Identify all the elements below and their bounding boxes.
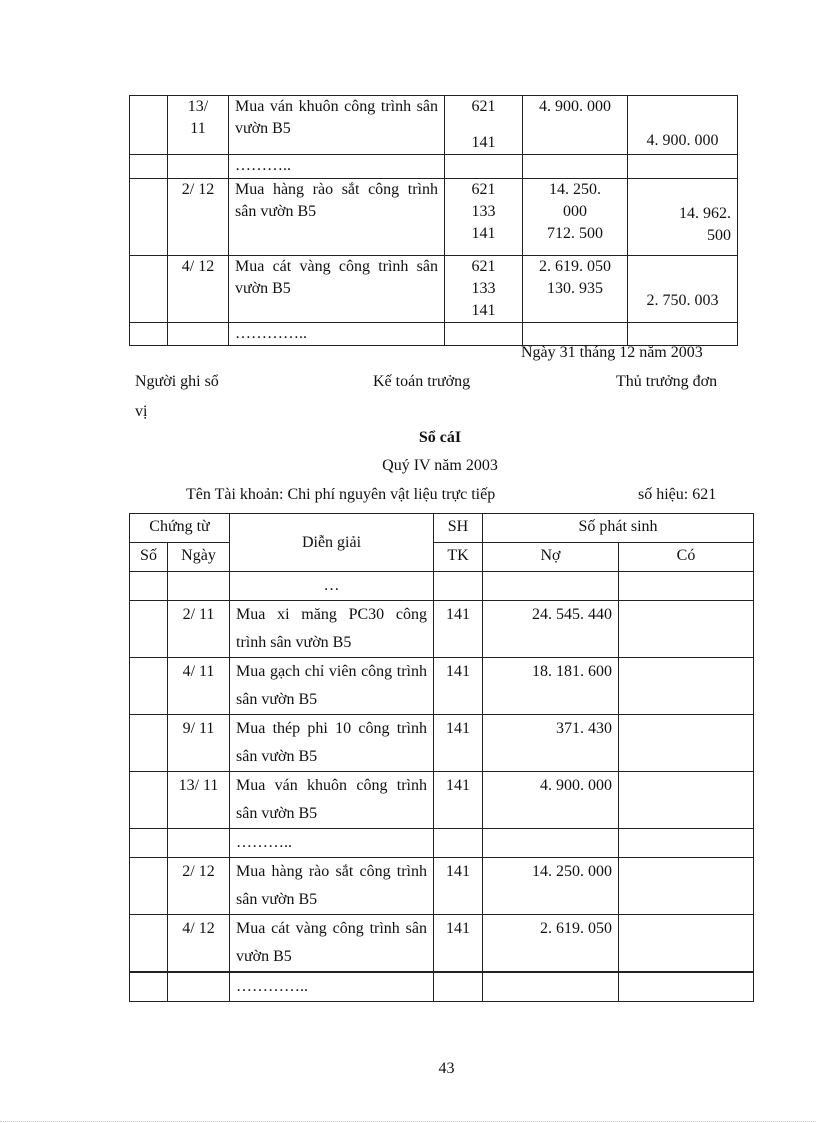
debit-cell: 18. 181. 600 bbox=[483, 658, 619, 715]
description-cell: … bbox=[230, 572, 434, 601]
description-cell: ……….. bbox=[229, 155, 445, 179]
voucher-date-cell: 13/ 11 bbox=[168, 772, 230, 829]
table-row bbox=[130, 715, 754, 772]
account-cell: 621 133 141 bbox=[445, 179, 523, 256]
table-row bbox=[130, 858, 754, 915]
debit-cell: 14. 250. 000 bbox=[483, 858, 619, 915]
credit-cell bbox=[619, 715, 754, 772]
description-cell: Mua gạch chỉ viên công trình sân vườn B5 bbox=[230, 658, 434, 715]
table-row bbox=[130, 96, 738, 155]
description-cell: Mua ván khuôn công trình sân vườn B5 bbox=[230, 772, 434, 829]
header-co: Có bbox=[619, 543, 754, 572]
debit-cell: 24. 545. 440 bbox=[483, 601, 619, 658]
voucher-date-cell: 9/ 11 bbox=[168, 715, 230, 772]
debit-cell: 2. 619. 050 130. 935 bbox=[523, 256, 628, 323]
header-dien-giai: Diễn giải bbox=[230, 514, 434, 572]
ledger-title: Sổ cáI bbox=[418, 429, 462, 446]
description-cell: Mua hàng rào sắt công trình sân vườn B5 bbox=[230, 858, 434, 915]
credit-cell bbox=[619, 658, 754, 715]
voucher-number-cell bbox=[130, 96, 168, 155]
table-row bbox=[130, 772, 754, 829]
table-row bbox=[130, 179, 738, 256]
account-cell: 141 bbox=[434, 715, 483, 772]
account-cell: 141 bbox=[434, 658, 483, 715]
signer-chief-accountant: Kế toán trưởng bbox=[373, 373, 471, 390]
credit-cell bbox=[619, 858, 754, 915]
table-row bbox=[130, 972, 754, 1002]
description-cell: Mua xi măng PC30 công trình sân vườn B5 bbox=[230, 601, 434, 658]
voucher-date-cell: 4/ 12 bbox=[168, 256, 229, 323]
debit-cell: 4. 900. 000 bbox=[483, 772, 619, 829]
page-number: 43 bbox=[438, 1060, 455, 1077]
ledger-table bbox=[129, 513, 754, 1002]
table-row bbox=[130, 256, 738, 323]
table-row bbox=[130, 323, 738, 346]
header-chung-tu: Chứng từ bbox=[130, 514, 230, 543]
account-cell: 141 bbox=[434, 772, 483, 829]
ledger-period: Quý IV năm 2003 bbox=[382, 457, 498, 474]
account-cell: 621 141 bbox=[445, 96, 523, 155]
header-so: Số bbox=[130, 543, 168, 572]
description-cell: ………….. bbox=[230, 972, 434, 1002]
table-row bbox=[130, 572, 754, 601]
account-cell: 621 133 141 bbox=[445, 256, 523, 323]
table-row bbox=[130, 915, 754, 973]
account-cell: 141 bbox=[434, 601, 483, 658]
account-cell: 141 bbox=[434, 858, 483, 915]
description-cell: Mua thép phi 10 công trình sân vườn B5 bbox=[230, 715, 434, 772]
debit-cell: 14. 250. 000 712. 500 bbox=[523, 179, 628, 256]
signer-head-continued: vị bbox=[135, 403, 148, 420]
table-row bbox=[130, 155, 738, 179]
header-row bbox=[130, 514, 754, 543]
description-cell: Mua hàng rào sắt công trình sân vườn B5 bbox=[229, 179, 445, 256]
voucher-date-cell: 2/ 12 bbox=[168, 179, 229, 256]
description-cell: Mua cát vàng công trình sân vườn B5 bbox=[230, 915, 434, 973]
account-cell: 141 bbox=[434, 915, 483, 973]
debit-cell: 371. 430 bbox=[483, 715, 619, 772]
voucher-date-cell: 13/ 11 bbox=[168, 96, 229, 155]
debit-cell: 4. 900. 000 bbox=[523, 96, 628, 155]
header-no: Nợ bbox=[483, 543, 619, 572]
header-so-phat-sinh: Số phát sinh bbox=[483, 514, 754, 543]
date-line: Ngày 31 tháng 12 năm 2003 bbox=[521, 344, 703, 361]
credit-cell bbox=[619, 772, 754, 829]
voucher-date-cell: 2/ 11 bbox=[168, 601, 230, 658]
table-row bbox=[130, 658, 754, 715]
journal-table bbox=[129, 95, 738, 346]
debit-cell: 2. 619. 050 bbox=[483, 915, 619, 973]
description-cell: Mua cát vàng công trình sân vườn B5 bbox=[229, 256, 445, 323]
account-name: Tên Tài khoản: Chi phí nguyên vật liệu trực tiếp bbox=[186, 486, 496, 503]
voucher-date-cell: 4/ 12 bbox=[168, 915, 230, 973]
voucher-date-cell: 2/ 12 bbox=[168, 858, 230, 915]
credit-cell: 2. 750. 003 bbox=[628, 256, 738, 323]
signer-head: Thủ trưởng đơn bbox=[616, 373, 718, 390]
table-row bbox=[130, 829, 754, 858]
description-cell: Mua ván khuôn công trình sân vườn B5 bbox=[229, 96, 445, 155]
credit-cell: 4. 900. 000 bbox=[628, 96, 738, 155]
header-row bbox=[130, 543, 754, 572]
description-cell: ………….. bbox=[229, 323, 445, 346]
credit-cell bbox=[619, 601, 754, 658]
header-sh: SH bbox=[434, 514, 483, 543]
voucher-date-cell: 4/ 11 bbox=[168, 658, 230, 715]
table-row bbox=[130, 601, 754, 658]
credit-cell: 14. 962. 500 bbox=[628, 179, 738, 256]
header-tk: TK bbox=[434, 543, 483, 572]
credit-cell bbox=[619, 915, 754, 973]
description-cell: ……….. bbox=[230, 829, 434, 858]
header-ngay: Ngày bbox=[168, 543, 230, 572]
account-number: số hiệu: 621 bbox=[638, 486, 717, 503]
signer-recorder: Người ghi sổ bbox=[135, 373, 219, 390]
